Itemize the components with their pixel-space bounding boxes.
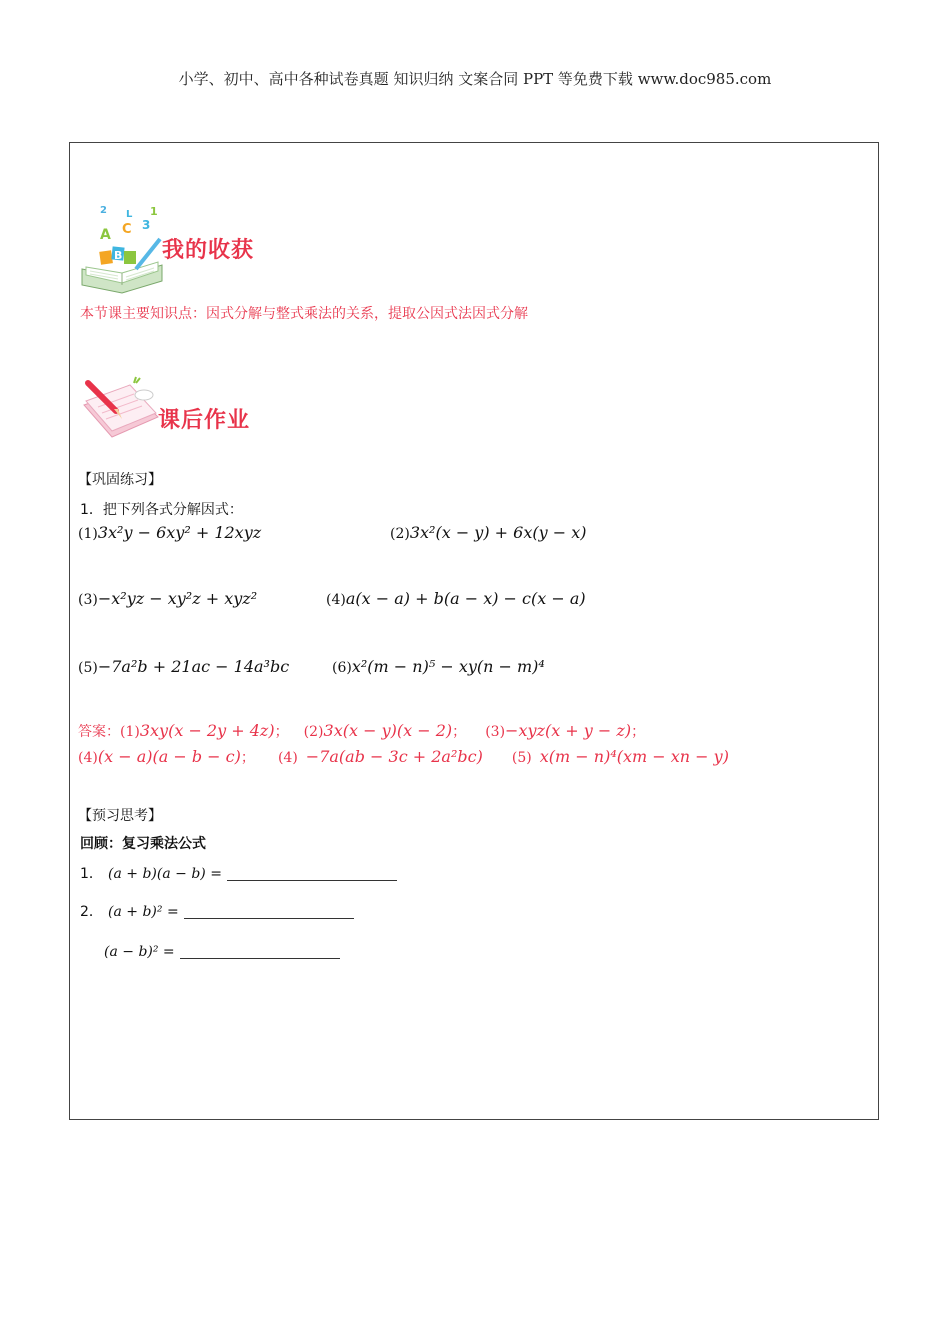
gains-summary: 本节课主要知识点：因式分解与整式乘法的关系，提取公因式法因式分解 xyxy=(80,306,528,322)
answer-3-separator: ； xyxy=(631,724,646,740)
answer-5-label: (4) xyxy=(277,750,298,766)
problem-expression: −7a²b + 21ac − 14a³bc xyxy=(97,657,290,676)
answer-4-expression: (x − a)(a − b − c) xyxy=(97,747,241,766)
problem-5 xyxy=(78,657,289,676)
icon-letter-l: L xyxy=(126,209,133,220)
preview-heading: 【预习思考】 xyxy=(78,808,162,824)
answer-1-label: (1) xyxy=(120,724,140,740)
review-item-1 xyxy=(80,863,397,883)
answer-2-separator: ； xyxy=(452,724,467,740)
icon-letter-2: 2 xyxy=(100,205,107,216)
problem-expression: a(x − a) + b(a − x) − c(x − a) xyxy=(345,589,586,608)
problem-label: (5) xyxy=(78,660,98,676)
homework-banner xyxy=(78,375,278,455)
icon-letter-a: A xyxy=(100,227,111,243)
review-item-number: 2． xyxy=(80,904,103,920)
answer-1-expression: 3xy(x − 2y + 4z) xyxy=(139,721,275,740)
icon-letter-3: 3 xyxy=(142,218,151,232)
consolidate-heading: 【巩固练习】 xyxy=(78,472,162,488)
review-item-number: 1． xyxy=(80,866,103,882)
question-1-prompt: 1．把下列各式分解因式： xyxy=(80,502,243,518)
problem-label: (3) xyxy=(78,592,98,608)
problem-label: (1) xyxy=(78,526,98,542)
answer-blank[interactable] xyxy=(180,944,340,959)
problem-expression: 3x²y − 6xy² + 12xyz xyxy=(97,523,262,542)
problem-expression: −x²yz − xy²z + xyz² xyxy=(97,589,258,608)
answer-4-label: (4) xyxy=(78,750,98,766)
review-item-expression: (a − b)² = xyxy=(104,944,175,960)
answers-line-1 xyxy=(78,721,645,741)
gains-banner xyxy=(78,199,278,299)
answer-6-label: (5) xyxy=(511,750,532,766)
answer-6-expression: x(m − n)⁴(xm − xn − y) xyxy=(539,747,729,766)
problem-2 xyxy=(390,523,587,542)
review-item-2 xyxy=(80,901,354,921)
notebook-pencil-icon xyxy=(78,375,162,451)
problem-label: (2) xyxy=(390,526,410,542)
answer-2-expression: 3x(x − y)(x − 2) xyxy=(323,721,453,740)
icon-letter-b: B xyxy=(114,249,123,262)
icon-letter-1: 1 xyxy=(150,205,158,218)
answer-blank[interactable] xyxy=(184,904,354,919)
review-item-expression: (a + b)(a − b) = xyxy=(108,866,222,882)
answers-line-2 xyxy=(78,747,729,767)
problem-label: (6) xyxy=(332,660,352,676)
content-frame xyxy=(69,142,879,1120)
page-header: 小学、初中、高中各种试卷真题 知识归纳 文案合同 PPT 等免费下载 www.doc985.com xyxy=(178,70,772,88)
icon-letter-c: C xyxy=(122,222,132,237)
answer-4-separator: ； xyxy=(240,750,255,766)
problem-1 xyxy=(78,523,261,542)
answer-3-expression: −xyz(x + y − z) xyxy=(505,721,632,740)
answer-3-label: (3) xyxy=(485,724,506,740)
review-item-3 xyxy=(104,941,340,960)
review-item-expression: (a + b)² = xyxy=(108,904,179,920)
answer-1-separator: ； xyxy=(274,724,289,740)
problem-6 xyxy=(332,657,545,676)
review-title: 回顾：复习乘法公式 xyxy=(80,836,206,852)
answer-label: 答案： xyxy=(78,724,120,740)
gains-title: 我的收获 xyxy=(162,238,255,263)
problem-label: (4) xyxy=(326,592,346,608)
answer-blank[interactable] xyxy=(227,866,397,881)
problem-expression: x²(m − n)⁵ − xy(n − m)⁴ xyxy=(351,657,545,676)
problem-3 xyxy=(78,589,257,608)
problem-4 xyxy=(326,589,586,608)
answer-2-label: (2) xyxy=(303,724,324,740)
problem-expression: 3x²(x − y) + 6x(y − x) xyxy=(409,523,587,542)
homework-title: 课后作业 xyxy=(158,408,251,433)
answer-5-expression: −7a(ab − 3c + 2a²bc) xyxy=(305,747,483,766)
book-abc-icon xyxy=(78,199,168,299)
